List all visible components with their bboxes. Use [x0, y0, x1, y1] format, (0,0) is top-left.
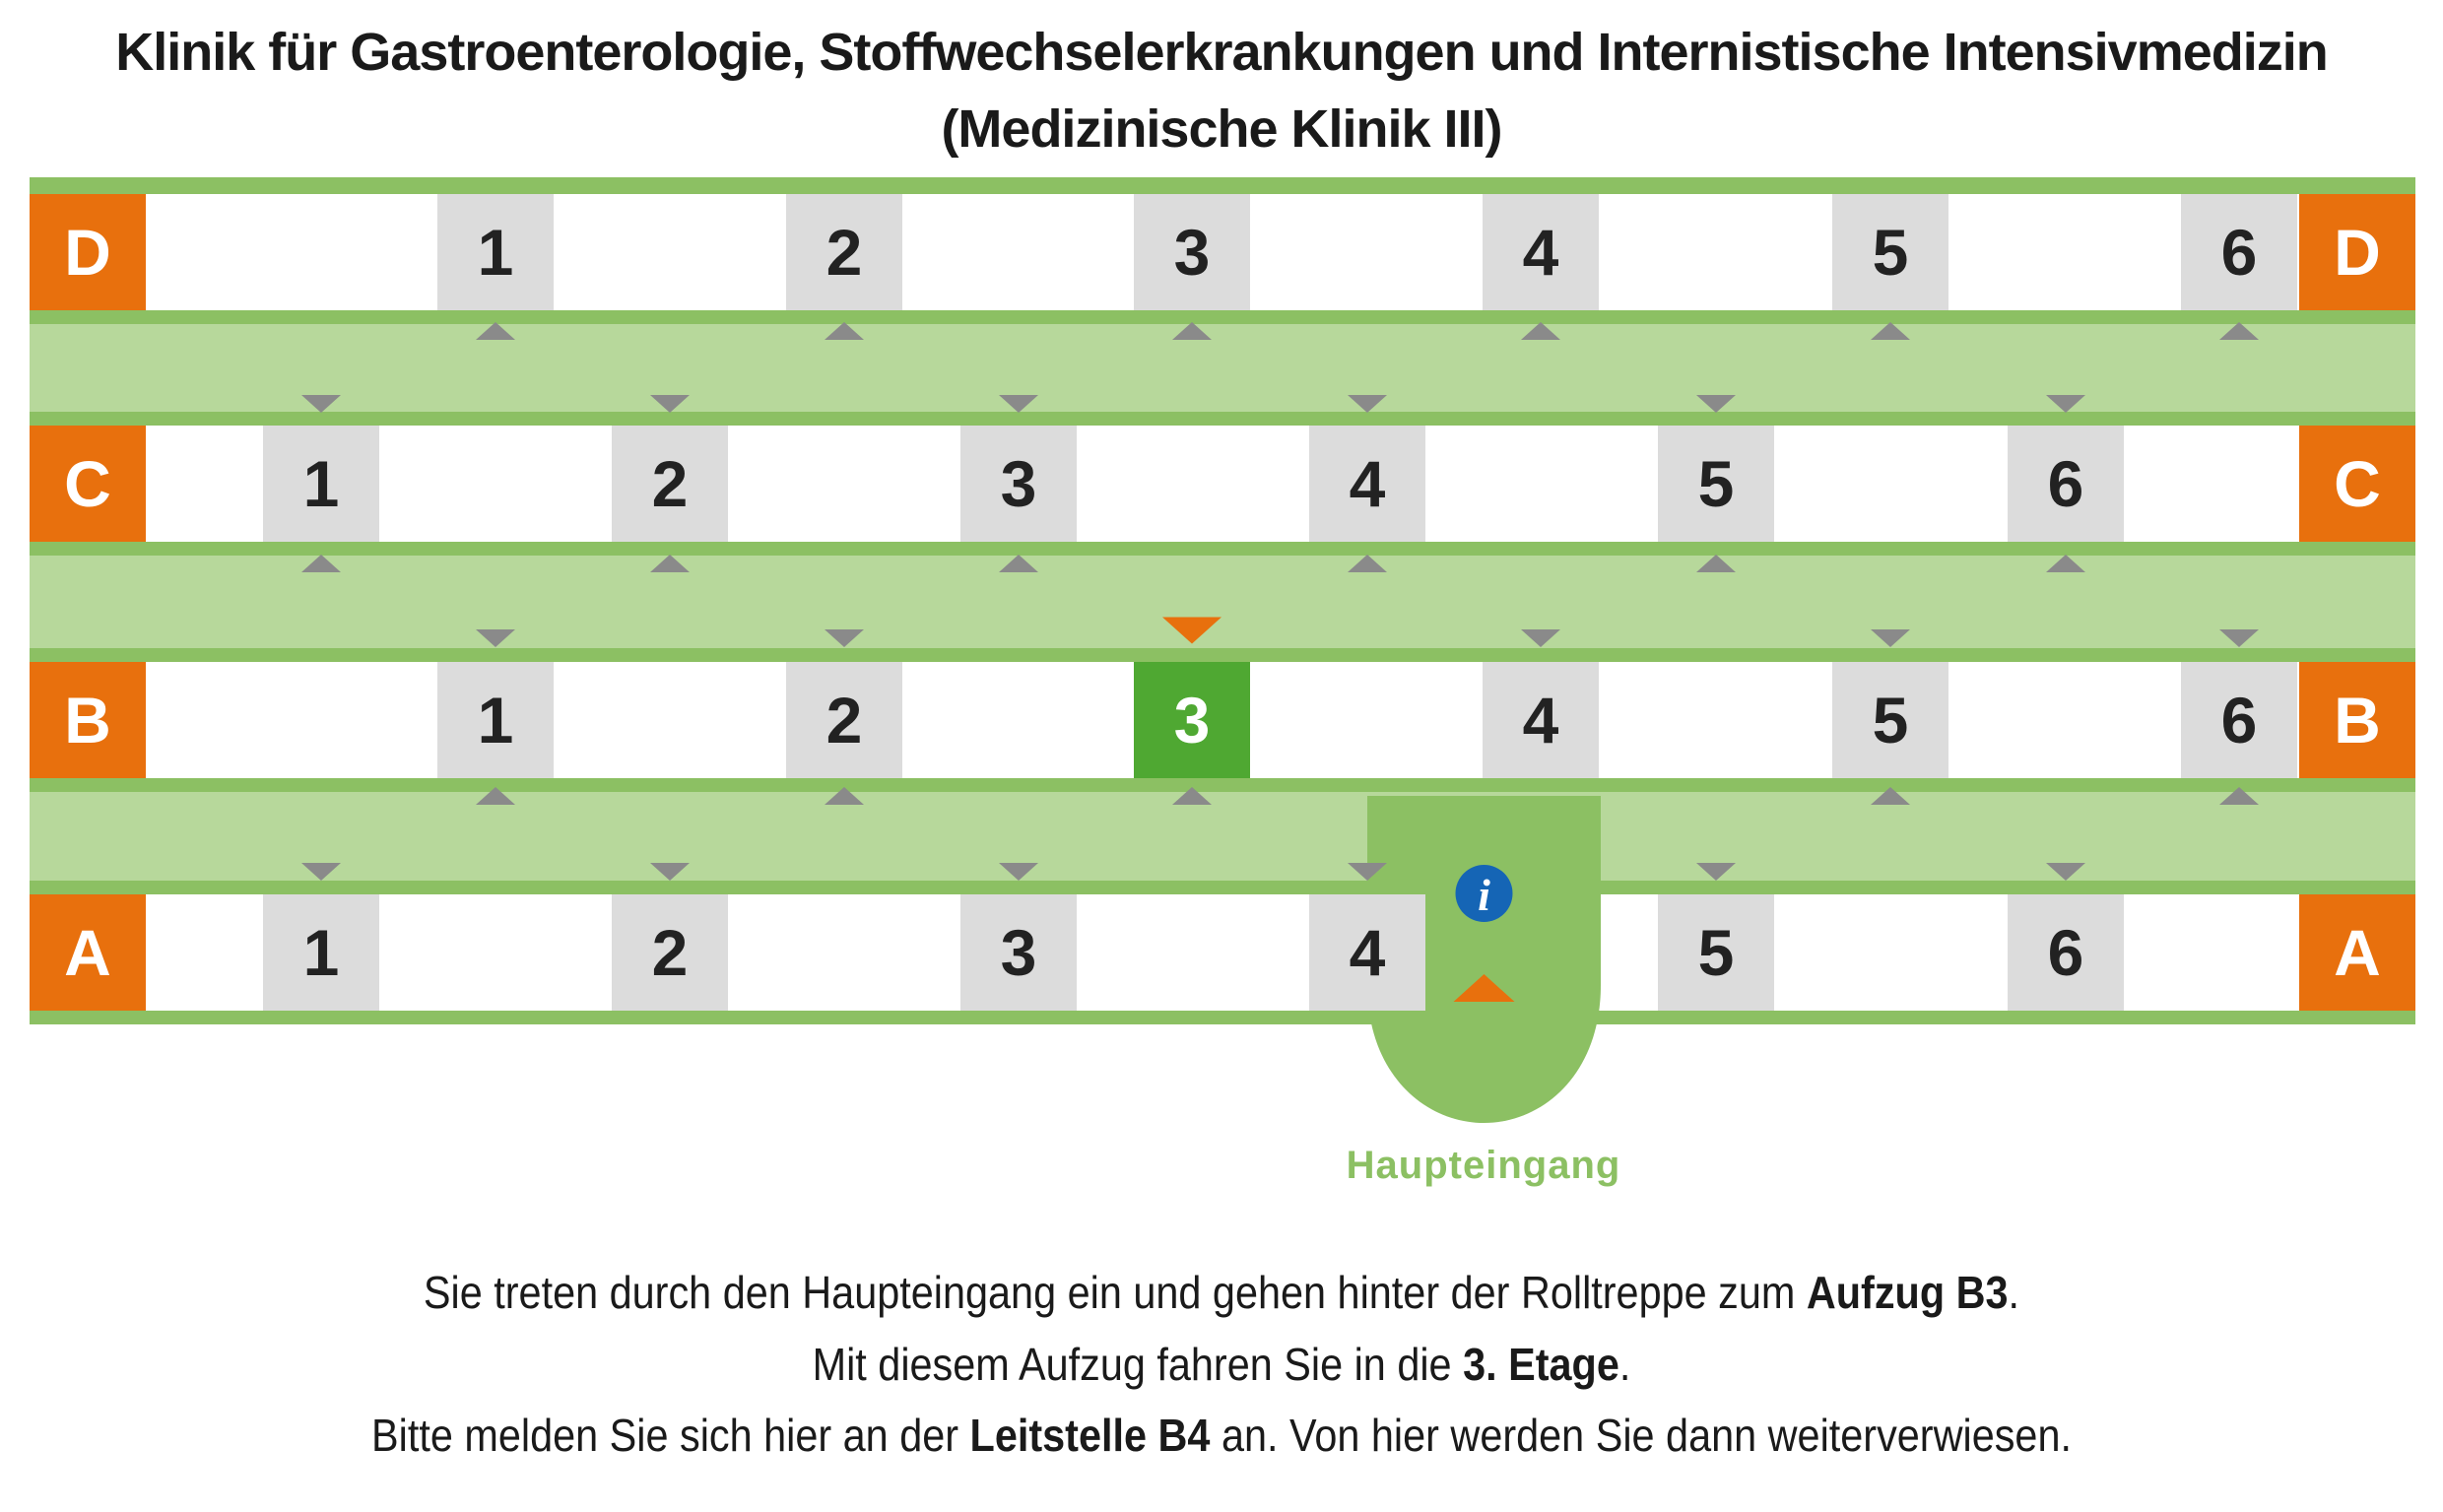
row-letter: D: [64, 216, 111, 289]
elevator-number: 1: [302, 916, 340, 989]
row-letter: D: [2334, 216, 2381, 289]
elevator-number: 5: [1697, 447, 1735, 520]
elevator-number: 1: [477, 684, 514, 756]
elevator-number: 4: [1522, 684, 1559, 756]
elevator-number: 4: [1349, 447, 1386, 520]
instruction-text: .: [2008, 1267, 2020, 1318]
elevator-number: 1: [302, 447, 340, 520]
elevator-number: 6: [2220, 684, 2258, 756]
elevator-number: 4: [1349, 916, 1386, 989]
instruction-line-3: [122, 1409, 2321, 1462]
page-subtitle: (Medizinische Klinik III): [941, 99, 1502, 159]
row-letter: A: [2334, 916, 2381, 989]
instruction-text: Sie treten durch den Haupteingang ein und gehen hinter der Rolltreppe zum: [423, 1267, 1807, 1318]
page-title: Klinik für Gastroenterologie, Stoffwechselerkrankungen und Internistische Intensivmedizin: [115, 23, 2328, 82]
row-letter: C: [64, 447, 111, 520]
elevator-number: 6: [2047, 447, 2084, 520]
row-letter: B: [64, 684, 111, 756]
instruction-bold: 3. Etage: [1463, 1339, 1619, 1390]
instruction-text: Bitte melden Sie sich hier an der: [371, 1410, 970, 1461]
elevator-number: 2: [651, 916, 689, 989]
instruction-bold: Leitstelle B4: [969, 1410, 1211, 1461]
row-letter: A: [64, 916, 111, 989]
elevator-number: 6: [2047, 916, 2084, 989]
elevator-number: 6: [2220, 216, 2258, 289]
elevator-number: 2: [825, 684, 863, 756]
elevator-number: 5: [1872, 684, 1909, 756]
elevator-number: 5: [1697, 916, 1735, 989]
elevator-number: 2: [651, 447, 689, 520]
instruction-text: an. Von hier werden Sie dann weiterverwiesen.: [1210, 1410, 2072, 1461]
elevator-number: 1: [477, 216, 514, 289]
elevator-number: 3: [1173, 216, 1211, 289]
entrance-label: Haupteingang: [1346, 1144, 1621, 1187]
row-letter: C: [2334, 447, 2381, 520]
instruction-line-1: [122, 1266, 2321, 1319]
elevator-number: 3: [1173, 684, 1211, 756]
info-icon-label: i: [1478, 870, 1490, 920]
elevator-number: 4: [1522, 216, 1559, 289]
instruction-line-2: [122, 1338, 2321, 1391]
elevator-number: 5: [1872, 216, 1909, 289]
elevator-number: 3: [1000, 447, 1037, 520]
row-letter: B: [2334, 684, 2381, 756]
elevator-number: 3: [1000, 916, 1037, 989]
instruction-text: Mit diesem Aufzug fahren Sie in die: [812, 1339, 1464, 1390]
instruction-text: .: [1618, 1339, 1631, 1390]
instruction-bold: Aufzug B3: [1806, 1267, 2009, 1318]
elevator-number: 2: [825, 216, 863, 289]
